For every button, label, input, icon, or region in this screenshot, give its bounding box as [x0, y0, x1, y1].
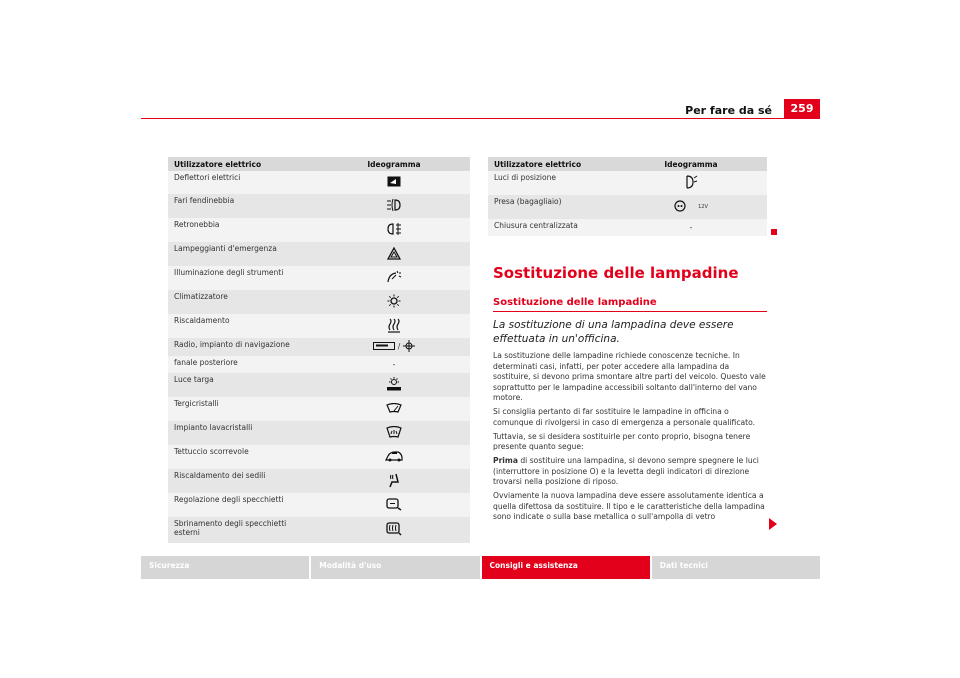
- table-row: [168, 218, 470, 242]
- section-title: Sostituzione delle lampadine: [493, 264, 739, 282]
- row-label: Impianto lavacristalli: [168, 421, 318, 445]
- row-label: Lampeggianti d'emergenza: [168, 242, 318, 266]
- column-header-consumer: Utilizzatore elettrico: [168, 157, 318, 171]
- table-row: [168, 356, 470, 373]
- page-number: 259: [784, 99, 820, 119]
- column-header-symbol: Ideogramma: [318, 157, 470, 171]
- seat-heating-icon: [387, 473, 401, 490]
- row-label: Tettuccio scorrevole: [168, 445, 318, 469]
- fog-light-icon: [386, 198, 402, 214]
- row-label: Illuminazione degli strumenti: [168, 266, 318, 290]
- footer-tab-consigli-assistenza[interactable]: Consigli e assistenza: [482, 556, 650, 579]
- row-label: Chiusura centralizzata: [488, 219, 615, 236]
- table-row: [168, 517, 470, 543]
- column-header-symbol: Ideogramma: [615, 157, 767, 171]
- table-row: [488, 195, 767, 219]
- row-label: Presa (bagagliaio): [488, 195, 615, 219]
- footer-tab-sicurezza[interactable]: Sicurezza: [141, 556, 309, 579]
- row-label: Tergicristalli: [168, 397, 318, 421]
- heating-icon: [388, 318, 400, 335]
- electrical-consumers-table-right: [488, 157, 767, 236]
- climate-icon: [387, 294, 401, 310]
- table-row: [168, 493, 470, 517]
- table-row: [168, 373, 470, 397]
- row-label: Deflettori elettrici: [168, 171, 318, 194]
- socket-voltage-label: 12V: [698, 204, 708, 210]
- table-row: [168, 171, 470, 194]
- mirror-defrost-icon: [386, 522, 402, 538]
- paragraph: Tuttavia, se si desidera sostituirle per conto proprio, bisogna tenere presente quanto segue:: [493, 431, 751, 451]
- footer-tab-modalita-uso[interactable]: Modalità d'uso: [311, 556, 479, 579]
- rear-fog-icon: [386, 222, 402, 238]
- paragraph: Prima di sostituire una lampadina, si devono sempre spegnere le luci (interruttore in posizione O) e la levetta degli indicatori di direzione trovarsi nella posizione di riposo.: [493, 456, 759, 486]
- table-row: [168, 242, 470, 266]
- row-label: Retronebbia: [168, 218, 318, 242]
- table-row: [168, 290, 470, 314]
- page-header-title: Per fare da sé: [685, 104, 772, 117]
- row-label: Fari fendinebbia: [168, 194, 318, 218]
- row-label: Radio, impianto di navigazione: [168, 338, 318, 356]
- plate-light-icon: [386, 377, 402, 393]
- row-symbol-text: -: [318, 356, 470, 373]
- radio-icon: [373, 342, 395, 352]
- table-row: [168, 469, 470, 493]
- emphasis: Prima: [493, 456, 518, 465]
- row-label: Climatizzatore: [168, 290, 318, 314]
- subsection-rule: [493, 311, 767, 312]
- table-row: [168, 194, 470, 218]
- row-label: fanale posteriore: [168, 356, 318, 373]
- washer-icon: [386, 426, 402, 441]
- window-icon: [387, 176, 401, 189]
- position-light-icon: [684, 175, 698, 191]
- row-label: Sbrinamento degli specchietti esterni: [168, 517, 318, 543]
- paragraph: Ovviamente la nuova lampadina deve essere assolutamente identica a quella difettosa da sostituire. Il tipo e le caratteristiche della lampadina sono indicate o sulla base metallica o sull'ampolla di vetro: [493, 491, 765, 521]
- table-row: [168, 338, 470, 356]
- column-header-consumer: Utilizzatore elettrico: [488, 157, 615, 171]
- table-row: [168, 314, 470, 338]
- subsection-title: Sostituzione delle lampadine: [493, 297, 657, 308]
- table-row: [168, 397, 470, 421]
- row-label: Riscaldamento: [168, 314, 318, 338]
- table-row: [168, 266, 470, 290]
- socket-12v-icon: [674, 200, 698, 214]
- navigation-icon: [403, 340, 415, 354]
- paragraph: Si consiglia pertanto di far sostituire le lampadine in officina o comunque di rivolgersi in caso di emergenza a personale qualificato.: [493, 407, 756, 427]
- section-end-marker: [771, 229, 777, 235]
- mirror-adjust-icon: [386, 498, 402, 513]
- paragraph: La sostituzione delle lampadine richiede conoscenze tecniche. In determinati casi, infatti, per poter accedere alla lampadina da sostituire, si devono prima smontare altre parti del veicolo. Questo vale soprattutto per le lampadine accessibili soltanto dall'interno del vano motore.: [493, 351, 766, 402]
- footer-tab-dati-tecnici[interactable]: Dati tecnici: [652, 556, 820, 579]
- row-label: Riscaldamento dei sedili: [168, 469, 318, 493]
- row-label: Luci di posizione: [488, 171, 615, 195]
- electrical-consumers-table-left: [168, 157, 470, 543]
- hazard-icon: [387, 247, 401, 262]
- row-symbol-text: -: [615, 219, 767, 236]
- sunroof-icon: [385, 450, 403, 464]
- table-row: [168, 445, 470, 469]
- row-label: Regolazione degli specchietti: [168, 493, 318, 517]
- wiper-icon: [386, 403, 402, 416]
- header-rule: [141, 118, 820, 119]
- table-row: [488, 219, 767, 236]
- lead-paragraph: La sostituzione di una lampadina deve essere effettuata in un'officina.: [493, 319, 734, 345]
- icon-separator: /: [397, 342, 401, 351]
- table-row: [488, 171, 767, 195]
- footer-nav: [141, 556, 820, 579]
- body-text: [493, 351, 767, 526]
- instrument-light-icon: [386, 270, 402, 286]
- row-label: Luce targa: [168, 373, 318, 397]
- table-row: [168, 421, 470, 445]
- continue-arrow-icon[interactable]: [769, 518, 777, 530]
